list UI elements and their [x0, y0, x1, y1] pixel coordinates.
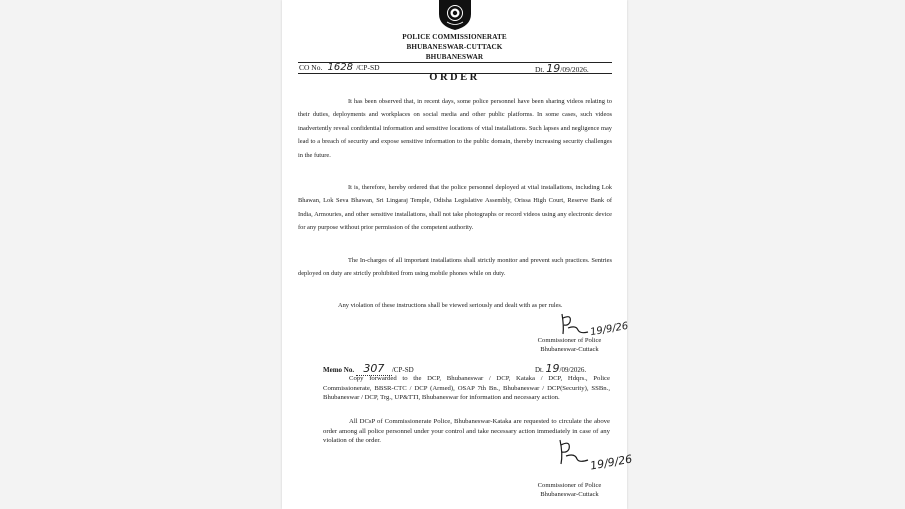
signature-2: [556, 438, 592, 468]
signature-2-title: [522, 481, 617, 499]
signature-2-date: 19/9/26: [589, 452, 634, 473]
order-document: [282, 0, 634, 509]
paragraph-4: [298, 299, 612, 312]
memo-date-rest: /09/2026.: [559, 366, 587, 374]
memo-date-day: 19: [545, 362, 560, 375]
signature-1-date: 19/9/26: [589, 320, 630, 339]
signature-1-title-line1: Commissioner of Police: [537, 337, 602, 344]
co-suffix: /CP-SD: [356, 63, 380, 72]
order-title: ORDER: [429, 72, 480, 83]
paragraph-2-text: It is, therefore, hereby ordered that the police personnel deployed at vital installations, including Lok Bhawan, Lok Seva Bhawan, Sri Lingaraj Temple, Odisha Legislative Assembly, Orissa High Court, Reserve Bank of India, Armouries, and other sensitive installations, shall not take photographs or record videos using any electronic device for any purpose without prior permission of the competent authority.: [298, 184, 612, 232]
memo-all-dcps-text: All DCsP of Commissionerate Police, Bhubaneswar-Kataka are requested to circulate the above order among all police personnel under your control and take necessary action immediately in case of any violation of the order.: [323, 418, 610, 444]
header-line-2: BHUBANESWAR-CUTTACK: [406, 43, 503, 51]
memo-prefix: Memo No.: [323, 366, 355, 374]
memo-copy-forwarded-text: Copy forwarded to the DCP, Bhubaneswar / DCP, Kataka / DCP, Hdqrs., Police Commissionerate, BBSR-CTC / DCP (Armed), OSAP 7th Bn., Bhubaneswar / DCP(Security), SSBn., Bhubaneswar / DCP, Trg., UP&TTI, Bhubaneswar for information and necessary action.: [323, 375, 610, 401]
header-line-1: POLICE COMMISSIONERATE: [402, 33, 507, 41]
order-date-rest: /09/2026.: [560, 65, 589, 74]
signature-2-title-line1: Commissioner of Police: [537, 482, 602, 489]
memo-copy-forwarded: [323, 374, 610, 403]
police-emblem-icon: [437, 0, 473, 30]
order-date-day: 19: [546, 62, 561, 75]
co-number: 1628: [324, 62, 356, 74]
order-date-prefix: Dt.: [535, 65, 545, 74]
memo-number: 307: [356, 362, 392, 376]
paragraph-3-text: The In-charges of all important installations shall strictly monitor and prevent such practices. Sentries deployed on duty are strictly prohibited from using mobile phones while on duty.: [298, 257, 612, 278]
header-line-3: BHUBANESWAR: [425, 53, 484, 61]
co-prefix: CO No.: [299, 63, 323, 72]
paragraph-2: [298, 181, 612, 235]
signature-1: [558, 312, 592, 338]
signature-1-title: [522, 336, 617, 354]
paragraph-3: [298, 254, 612, 281]
paragraph-4-text: Any violation of these instructions shall be viewed seriously and dealt with as per rules.: [338, 302, 563, 309]
signature-2-title-line2: Bhubaneswar-Cuttack: [540, 491, 599, 498]
paragraph-1-text: It has been observed that, in recent days, some police personnel have been sharing videos relating to their duties, deployments and workplaces on social media and other public platforms. In some cases, such videos inadvertently reveal confidential information and sensitive locations of vital installations. Such lapses and negligence may lead to a breach of security and expose sensitive information to the public domain, thereby increasing security challenges in the future.: [298, 98, 612, 159]
memo-suffix: /CP-SD: [391, 366, 414, 374]
signature-1-title-line2: Bhubaneswar-Cuttack: [540, 346, 599, 353]
paragraph-1: [298, 95, 612, 162]
memo-date-prefix: Dt.: [535, 366, 544, 374]
